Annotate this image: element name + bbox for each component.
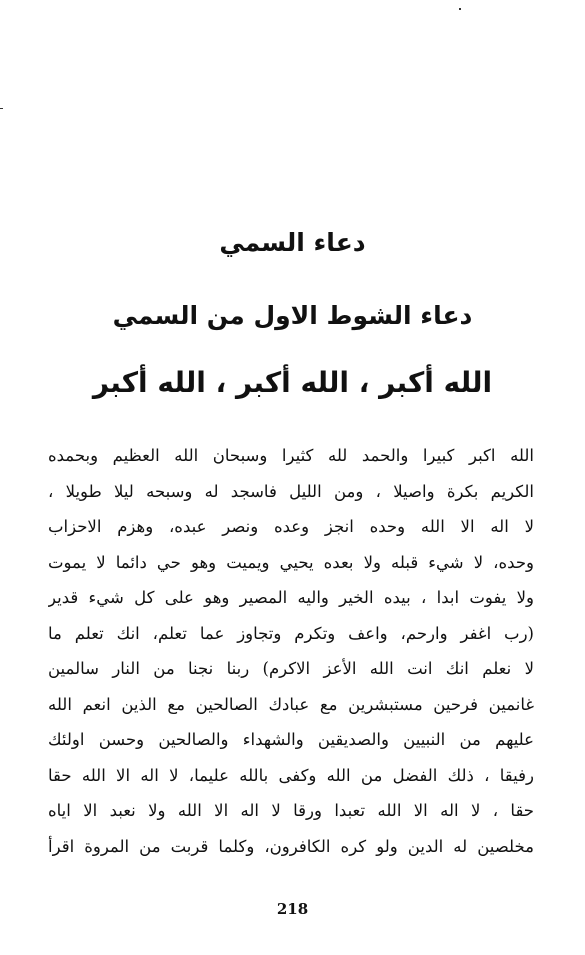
page-number: 218 (276, 900, 309, 918)
main-title: دعاء السمي (219, 228, 366, 257)
takbir-heading: الله أكبر ، الله أكبر ، الله أكبر (92, 366, 493, 399)
text-line: الكريم بكرة واصيلا ، ومن الليل فاسجد له وسبحه ليلا طويلا ، (48, 481, 534, 501)
text-line: مخلصين له الدين ولو كره الكافرون، وكلما قربت من المروة اقرأ (48, 836, 534, 856)
text-line: عليهم من النبيين والصديقين والشهداء والصالحين وحسن اولئك (48, 730, 534, 749)
text-line: رفيقا ، ذلك الفضل من الله وكفى بالله عليما، لا اله الا الله حقا (48, 765, 534, 785)
text-line: غانمين فرحين مستبشرين مع عبادك الصالحين مع الذين انعم الله (48, 694, 534, 714)
prayer-text (48, 438, 534, 864)
scan-speck (459, 8, 461, 10)
text-line: ولا يفوت ابدا ، بيده الخير واليه المصير وهو على كل شيء قدير (48, 588, 534, 607)
text-line: الله اكبر كبيرا والحمد لله كثيرا وسبحان الله العظيم وبحمده (48, 446, 534, 465)
text-line: وحده، لا شيء قبله ولا بعده يحيي ويميت وهو حي دائما لا يموت (48, 552, 534, 572)
text-line: (رب اغفر وارحم، واعف وتكرم وتجاوز عما تعلم، انك تعلم ما (48, 623, 534, 643)
text-line: لا اله الا الله وحده انجز وعده ونصر عبده، وهزم الاحزاب (48, 517, 534, 536)
scan-speck (0, 108, 3, 109)
section-title: دعاء الشوط الاول من السمي (112, 301, 473, 330)
text-line: لا نعلم انك انت الله الأعز الاكرم) ربنا نجنا من النار سالمين (48, 659, 534, 678)
text-line: حقا ، لا اله الا الله تعبدا ورقا لا اله الا الله ولا نعبد الا اياه (48, 801, 534, 820)
